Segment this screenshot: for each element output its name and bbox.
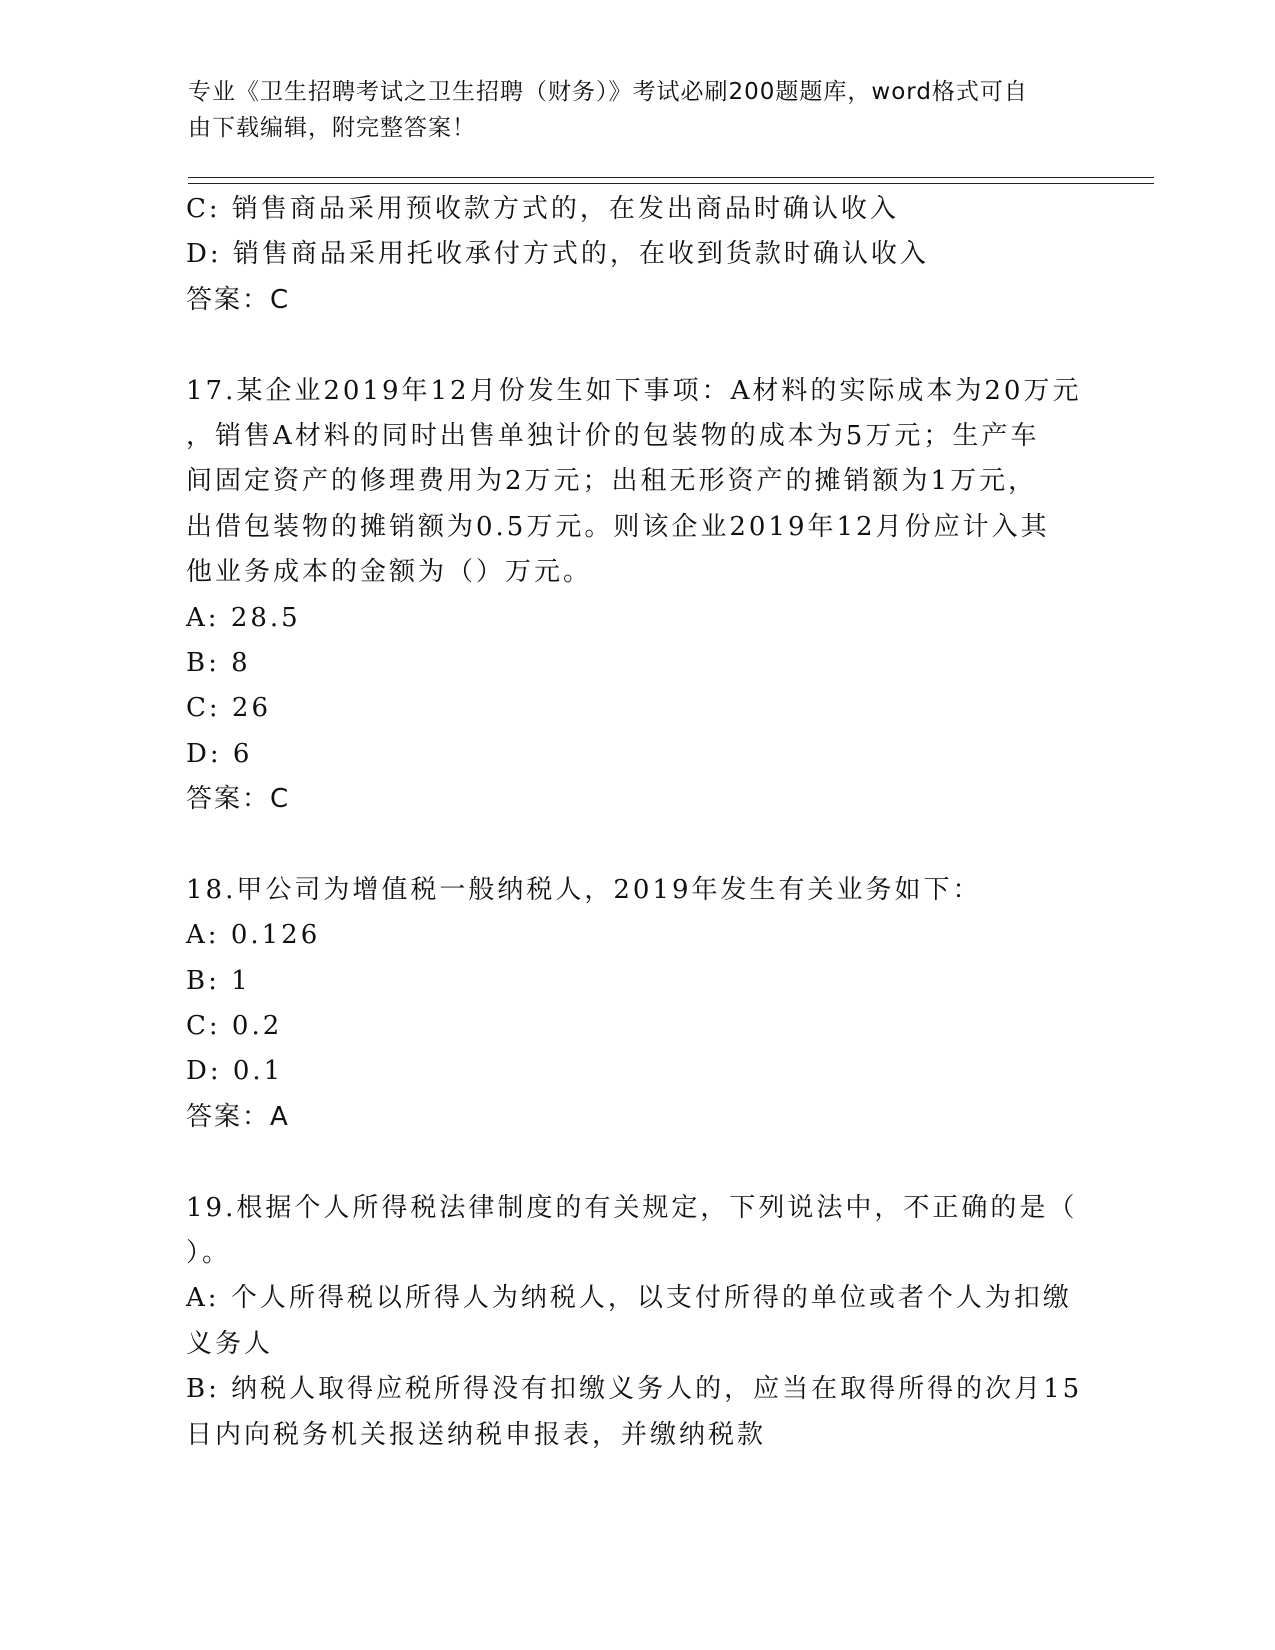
answer-value: A [270, 1101, 289, 1132]
option-b [186, 1367, 1086, 1412]
question-18 [186, 868, 1086, 1140]
option-text: 纳税人取得应税所得没有扣缴义务人的，应当在取得所得的次月15 [231, 1374, 1083, 1405]
option-label: A: [186, 1283, 220, 1314]
question-text-line: 出借包装物的摊销额为0.5万元。则该企业2019年12月份应计入其 [186, 511, 1050, 542]
option-text: 0.1 [232, 1056, 284, 1087]
answer [186, 1095, 1086, 1140]
question-text-line: 18.甲公司为增值税一般纳税人，2019年发生有关业务如下： [186, 874, 982, 905]
header-line-1: 专业《卫生招聘考试之卫生招聘（财务）》考试必刷200题题库，word格式可自 [188, 79, 1028, 105]
option-d [186, 732, 1086, 777]
option-c [186, 1004, 1086, 1049]
page-header [188, 74, 1088, 146]
option-d [186, 1049, 1086, 1094]
question-text-line: 19.根据个人所得税法律制度的有关规定，下列说法中，不正确的是（ [186, 1192, 1078, 1223]
question-16-continued [186, 187, 1086, 323]
answer-label: 答案： [186, 1101, 271, 1132]
option-label: A: [186, 602, 220, 633]
option-c [186, 187, 1086, 232]
question-text-line: 17.某企业2019年12月份发生如下事项：A材料的实际成本为20万元 [186, 375, 1082, 406]
option-text: 26 [231, 693, 272, 724]
question-text-line: 他业务成本的金额为（）万元。 [186, 557, 593, 588]
answer-value: C [270, 284, 290, 315]
option-text: 8 [231, 647, 251, 678]
header-rule-top [188, 177, 1154, 178]
question-17 [186, 369, 1086, 823]
document-body [186, 187, 1086, 1458]
option-label: B: [186, 647, 220, 678]
option-label: B: [186, 1374, 220, 1405]
option-text: 28.5 [230, 602, 301, 633]
answer-value: C [270, 784, 290, 815]
option-label: B: [186, 965, 220, 996]
header-line-2: 由下载编辑，附完整答案！ [188, 115, 476, 141]
answer [186, 278, 1086, 323]
header-rule-bottom [188, 183, 1154, 184]
option-label: C: [186, 1011, 221, 1042]
option-a [186, 1276, 1086, 1321]
answer [186, 777, 1086, 822]
option-label: C: [186, 693, 221, 724]
answer-label: 答案： [186, 284, 271, 315]
option-label: D: [186, 738, 222, 769]
option-b [186, 959, 1086, 1004]
question-19 [186, 1186, 1086, 1458]
question-text-line: ）。 [186, 1237, 232, 1268]
option-text: 个人所得税以所得人为纳税人，以支付所得的单位或者个人为扣缴 [230, 1283, 1072, 1314]
option-label: C: [186, 194, 221, 224]
option-label: D: [186, 1056, 222, 1087]
option-a-continued: 义务人 [186, 1328, 274, 1359]
option-label: D: [186, 239, 222, 270]
option-a [186, 596, 1086, 641]
option-c [186, 686, 1086, 731]
option-b [186, 641, 1086, 686]
option-d [186, 232, 1086, 277]
question-text-line: 间固定资产的修理费用为2万元；出租无形资产的摊销额为1万元， [186, 466, 1038, 497]
option-text: 6 [232, 738, 253, 769]
question-text-line: ，销售A材料的同时出售单独计价的包装物的成本为5万元；生产车 [186, 420, 1040, 451]
option-text: 0.2 [231, 1011, 283, 1042]
option-text: 销售商品采用托收承付方式的，在收到货款时确认收入 [232, 239, 929, 270]
option-text: 0.126 [230, 920, 321, 951]
answer-label: 答案： [186, 784, 271, 815]
option-text: 1 [231, 965, 251, 996]
option-label: A: [186, 920, 220, 951]
option-b-continued: 日内向税务机关报送纳税申报表，并缴纳税款 [186, 1419, 767, 1450]
option-a [186, 913, 1086, 958]
option-text: 销售商品采用预收款方式的，在发出商品时确认收入 [231, 194, 899, 224]
